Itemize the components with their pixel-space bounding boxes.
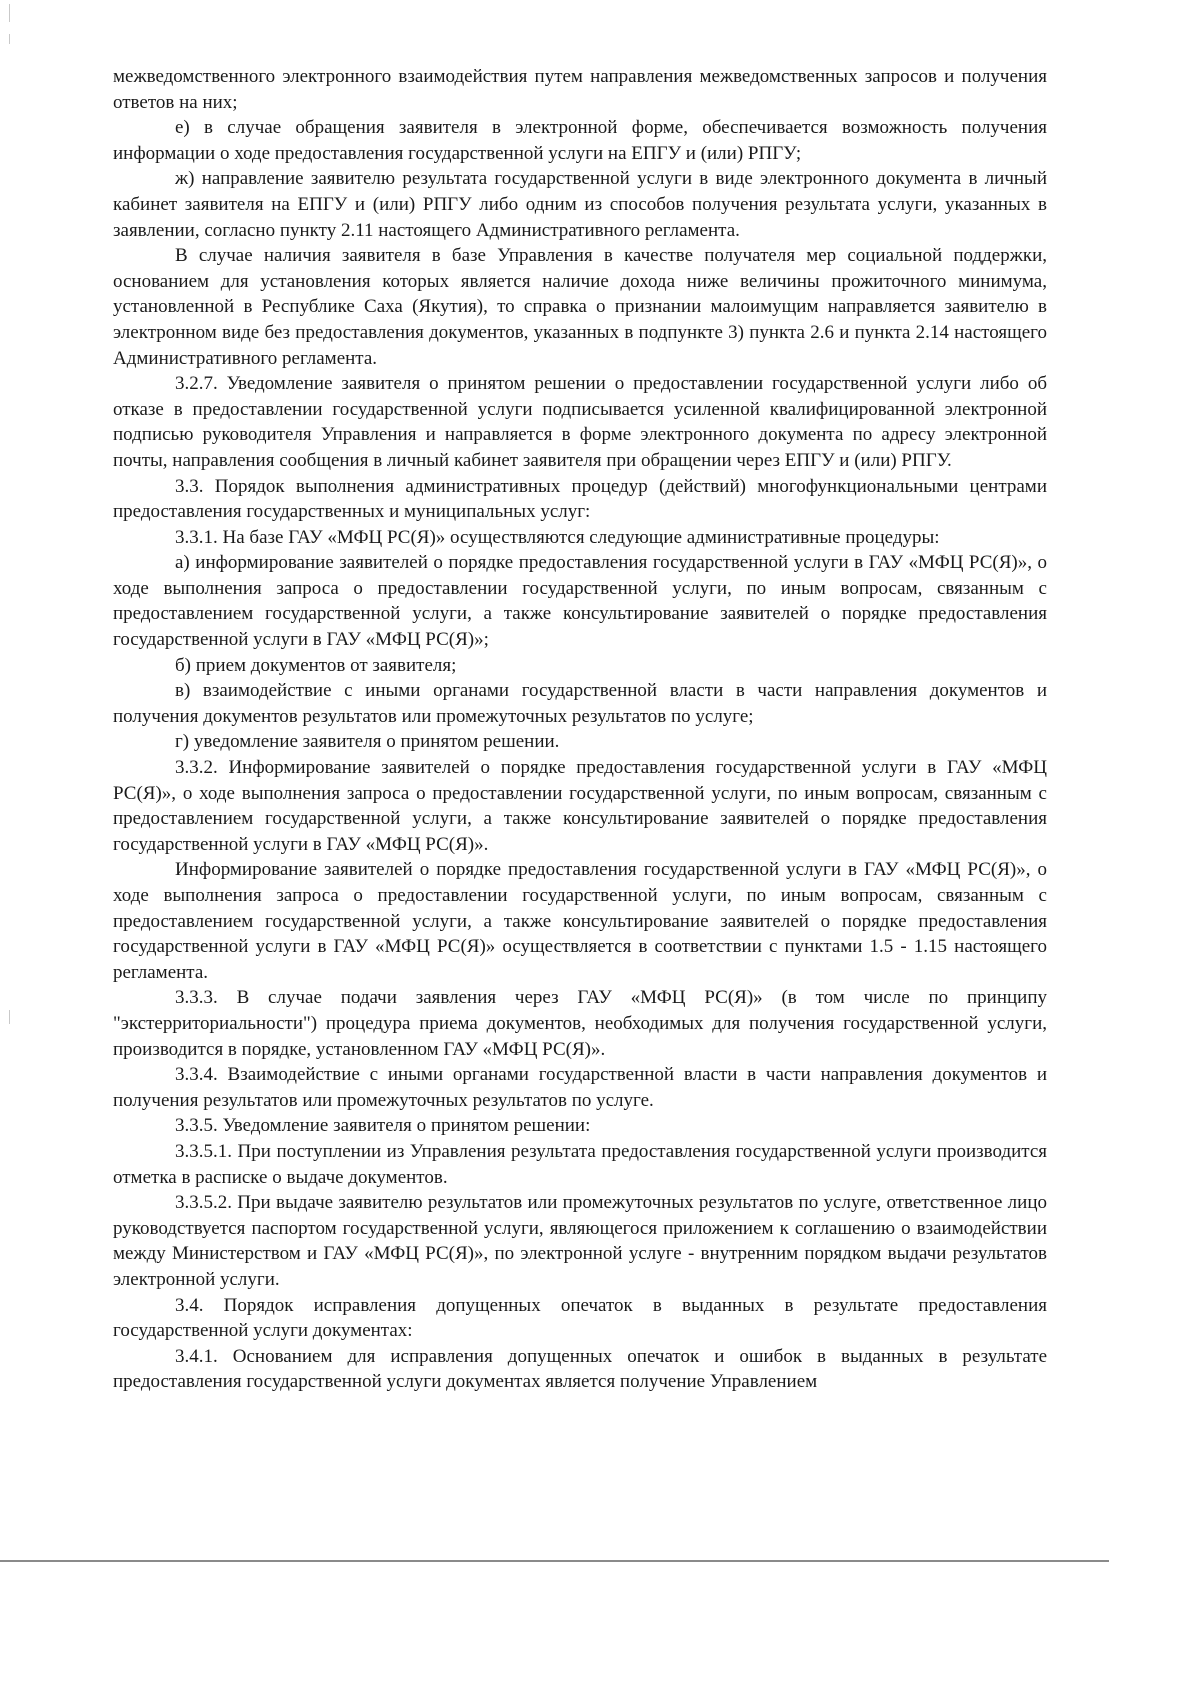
paragraph: а) информирование заявителей о порядке предоставления государственной услуги в ГАУ «МФЦ РС(Я)», о ходе выполнения запроса о предоставлении государственной услуги, по иным вопросам, связанным с предоставлением государственной услуги, а также консультирование заявителей о порядке предоставления государственной услуги в ГАУ «МФЦ РС(Я)»; xyxy=(113,552,1047,651)
paragraph: межведомственного электронного взаимодействия путем направления межведомственных запросов и получения ответов на них; xyxy=(113,66,1047,113)
document-body xyxy=(113,64,1047,1395)
paragraph: 3.3.5. Уведомление заявителя о принятом решении: xyxy=(175,1115,591,1137)
scan-edge-mark xyxy=(9,1010,10,1024)
paragraph: е) в случае обращения заявителя в электронной форме, обеспечивается возможность получения информации о ходе предоставления государственной услуги на ЕПГУ и (или) РПГУ; xyxy=(113,117,1047,164)
paragraph: Информирование заявителей о порядке предоставления государственной услуги в ГАУ «МФЦ РС(Я)», о ходе выполнения запроса о предоставлении государственной услуги, по иным вопросам, связанным с предоставлением государственной услуги, а также консультирование заявителей о порядке предоставления государственной услуги в ГАУ «МФЦ РС(Я)» осуществляется в соответствии с пунктами 1.5 - 1.15 настоящего регламента. xyxy=(113,859,1047,983)
paragraph: 3.3.5.1. При поступлении из Управления результата предоставления государственной услуги производится отметка в расписке о выдаче документов. xyxy=(113,1140,1047,1188)
paragraph: г) уведомление заявителя о принятом решении. xyxy=(175,731,560,753)
paragraph: В случае наличия заявителя в базе Управления в качестве получателя мер социальной поддержки, основанием для установления которых является наличие дохода ниже величины прожиточного минимума, установленной в Республике Саха (Якутия), то справка о признании малоимущим направляется заявителю в электронном виде без предоставления документов, указанных в подпункте 3) пункта 2.6 и пункта 2.14 настоящего Административного регламента. xyxy=(113,245,1047,369)
paragraph: 3.4.1. Основанием для исправления допущенных опечаток и ошибок в выданных в результате предоставления государственной услуги документах является получение Управлением xyxy=(113,1345,1047,1393)
page-bottom-edge xyxy=(0,1560,1109,1562)
scan-edge-mark xyxy=(9,34,10,44)
paragraph: 3.3.1. На базе ГАУ «МФЦ РС(Я)» осуществляются следующие административные процедуры: xyxy=(175,526,940,548)
paragraph: 3.3. Порядок выполнения административных процедур (действий) многофункциональными центрами предоставления государственных и муниципальных услуг: xyxy=(113,475,1047,523)
paragraph: 3.3.5.2. При выдаче заявителю результатов или промежуточных результатов по услуге, ответственное лицо руководствуется паспортом государственной услуги, являющегося приложением к соглашению о взаимодействии между Министерством и ГАУ «МФЦ РС(Я)», по электронной услуге - внутренним порядком выдачи результатов электронной услуги. xyxy=(113,1192,1047,1290)
scan-edge-mark xyxy=(9,4,10,22)
paragraph: 3.3.3. В случае подачи заявления через ГАУ «МФЦ РС(Я)» (в том числе по принципу "экстерриториальности") процедура приема документов, необходимых для получения государственной услуги, производится в порядке, установленном ГАУ «МФЦ РС(Я)». xyxy=(113,987,1047,1060)
paragraph: 3.3.4. Взаимодействие с иными органами государственной власти в части направления документов и получения результатов или промежуточных результатов по услуге. xyxy=(113,1064,1047,1111)
paragraph: в) взаимодействие с иными органами государственной власти в части направления документов и получения документов результатов или промежуточных результатов по услуге; xyxy=(113,680,1047,727)
paragraph: 3.3.2. Информирование заявителей о порядке предоставления государственной услуги в ГАУ «МФЦ РС(Я)», о ходе выполнения запроса о предоставлении государственной услуги, по иным вопросам, связанным с предоставлением государственной услуги, а также консультирование заявителей о порядке предоставления государственной услуги в ГАУ «МФЦ РС(Я)». xyxy=(113,757,1047,855)
paragraph: б) прием документов от заявителя; xyxy=(175,654,457,676)
paragraph: 3.2.7. Уведомление заявителя о принятом решении о предоставлении государственной услуги либо об отказе в предоставлении государственной услуги подписывается усиленной квалифицированной электронной подписью руководителя Управления и направляется в форме электронного документа по адресу электронной почты, направления сообщения в личный кабинет заявителя при обращении через ЕПГУ и (или) РПГУ. xyxy=(113,373,1047,471)
paragraph: ж) направление заявителю результата государственной услуги в виде электронного документа в личный кабинет заявителя на ЕПГУ и (или) РПГУ либо одним из способов получения результата услуги, указанных в заявлении, согласно пункту 2.11 настоящего Административного регламента. xyxy=(113,168,1047,241)
paragraph: 3.4. Порядок исправления допущенных опечаток в выданных в результате предоставления государственной услуги документах: xyxy=(113,1294,1047,1342)
